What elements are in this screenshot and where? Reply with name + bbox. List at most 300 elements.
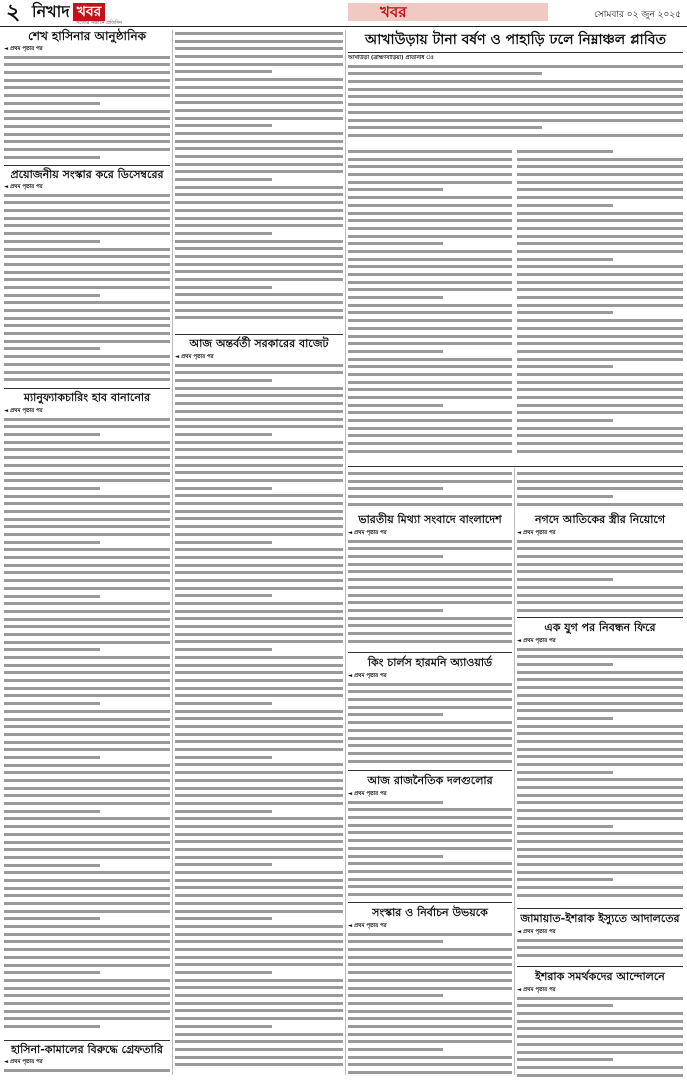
body-text-line — [517, 163, 683, 171]
body-text-line — [4, 454, 170, 462]
body-text-line — [175, 99, 343, 107]
body-text-line — [4, 523, 170, 531]
body-text-line — [4, 554, 170, 562]
article-body — [175, 30, 343, 330]
body-text-line — [517, 538, 683, 546]
body-text-line — [4, 654, 170, 662]
article-body — [517, 470, 683, 510]
body-text-line — [4, 470, 170, 478]
dateline: ◄ প্রথম পৃষ্ঠার পর — [517, 987, 556, 993]
body-text-line — [517, 148, 613, 156]
dateline: ◄ প্রথম পৃষ্ঠার পর — [517, 638, 556, 644]
body-text-line — [4, 77, 170, 85]
body-text-line — [175, 238, 343, 246]
body-text-line — [517, 470, 683, 478]
body-text-line — [175, 992, 343, 1000]
body-text-line — [517, 846, 683, 854]
body-text-line — [348, 163, 512, 171]
body-text-line — [4, 546, 170, 554]
body-text-line — [175, 1023, 272, 1031]
body-text-line — [4, 685, 170, 693]
body-text-line — [175, 946, 343, 954]
dateline: ◄ প্রথম পৃষ্ঠার পর — [4, 46, 43, 52]
body-text-line — [348, 1069, 512, 1077]
logo-word: নিখাদ — [32, 1, 70, 21]
body-text-line — [348, 938, 443, 946]
body-text-line — [175, 431, 272, 439]
body-text-line — [4, 992, 170, 1000]
body-text-line — [517, 271, 683, 279]
body-text-line — [4, 585, 170, 593]
body-text-line — [175, 1000, 343, 1008]
body-text-line — [4, 862, 100, 870]
body-text-line — [4, 739, 170, 747]
headline-mayor-wife: নগদে আতিকের স্ত্রীর নিয়োগে — [534, 513, 666, 526]
body-text-line — [4, 792, 170, 800]
body-text-line — [517, 715, 613, 723]
headline-sheikh-hasina: শেখ হাসিনার আনুষ্ঠানিক — [27, 29, 147, 43]
body-text-line — [4, 869, 170, 877]
body-text-line — [348, 63, 683, 71]
body-text-line — [175, 877, 343, 885]
body-text-line — [4, 769, 170, 777]
article-divider — [4, 165, 170, 166]
body-text-line — [348, 615, 512, 623]
body-text-line — [175, 515, 343, 523]
body-text-line — [175, 299, 343, 307]
body-text-line — [4, 246, 170, 254]
body-text-line — [175, 253, 343, 261]
headline-king-charles: কিং চার্লস হারমনি অ্যাওয়ার্ড — [367, 656, 493, 669]
body-text-line — [4, 276, 170, 284]
body-text-line — [175, 115, 343, 123]
body-text-line — [517, 356, 683, 364]
body-text-line — [4, 577, 170, 585]
body-text-line — [175, 45, 343, 53]
article-divider — [517, 966, 683, 967]
body-text-line — [175, 416, 343, 424]
body-text-line — [175, 261, 343, 269]
body-text-line — [348, 876, 512, 884]
body-text-line — [175, 284, 272, 292]
body-text-line — [517, 325, 683, 333]
body-text-line — [348, 891, 512, 899]
body-text-line — [517, 317, 683, 325]
body-text-line — [4, 908, 170, 916]
body-text-line — [4, 777, 170, 785]
body-text-line — [348, 317, 512, 325]
body-text-line — [175, 746, 343, 754]
body-text-line — [517, 256, 613, 264]
body-text-line — [175, 222, 343, 230]
body-text-line — [175, 1031, 343, 1039]
body-text-line — [348, 256, 512, 264]
body-text-line — [175, 600, 343, 608]
article-body — [517, 638, 683, 904]
body-text-line — [348, 969, 512, 977]
body-text-line — [175, 38, 343, 46]
body-text-line — [348, 553, 443, 561]
body-text-line — [175, 30, 343, 38]
body-text-line — [175, 808, 272, 816]
body-text-line — [175, 314, 343, 322]
body-text-line — [348, 171, 512, 179]
body-text-line — [4, 54, 170, 62]
body-text-line — [517, 1018, 683, 1026]
body-text-line — [517, 576, 613, 584]
body-text-line — [4, 322, 170, 330]
body-text-line — [175, 569, 343, 577]
body-text-line — [517, 394, 683, 402]
body-text-line — [4, 700, 100, 708]
body-text-line — [175, 969, 272, 977]
body-text-line — [4, 969, 100, 977]
body-text-line — [4, 146, 170, 154]
body-text-line — [517, 792, 683, 800]
body-text-line — [348, 931, 512, 939]
body-text-line — [348, 132, 683, 140]
body-text-line — [4, 623, 170, 631]
body-text-line — [348, 309, 512, 317]
body-text-line — [4, 562, 170, 570]
body-text-line — [4, 1008, 170, 1016]
body-text-line — [517, 561, 683, 569]
article-body — [4, 408, 170, 1038]
article-divider — [175, 334, 343, 335]
body-text-line — [175, 984, 343, 992]
body-text-line — [4, 61, 170, 69]
body-text-line — [4, 815, 170, 823]
body-text-line — [175, 738, 343, 746]
body-text-line — [4, 493, 170, 501]
body-text-line — [4, 677, 170, 685]
body-text-line — [517, 409, 683, 417]
body-text-line — [175, 1054, 343, 1062]
body-text-line — [175, 831, 343, 839]
body-text-line — [175, 585, 343, 593]
body-text-line — [517, 769, 613, 777]
body-text-line — [175, 362, 343, 370]
body-text-line — [517, 233, 683, 241]
column-divider — [514, 468, 515, 1075]
body-text-line — [348, 599, 512, 607]
body-text-line — [517, 171, 683, 179]
body-text-line — [517, 371, 683, 379]
body-text-line — [517, 676, 683, 684]
body-text-line — [4, 462, 170, 470]
body-text-line — [348, 156, 512, 164]
body-text-line — [175, 677, 343, 685]
body-text-line — [517, 440, 683, 448]
body-text-line — [348, 117, 683, 125]
body-text-line — [4, 192, 170, 200]
body-text-line — [4, 361, 170, 369]
body-text-line — [175, 631, 343, 639]
body-text-line — [348, 379, 512, 387]
body-text-line — [175, 392, 343, 400]
article-divider — [348, 466, 683, 467]
body-text-line — [517, 294, 683, 302]
body-text-line — [4, 253, 170, 261]
body-text-line — [4, 500, 170, 508]
dateline: ◄ প্রথম পৃষ্ঠার পর — [348, 673, 387, 679]
body-text-line — [175, 61, 343, 69]
body-text-line — [4, 154, 100, 162]
dateline: ◄ প্রথম পৃষ্ঠার পর — [517, 929, 556, 935]
body-text-line — [517, 707, 683, 715]
body-text-line — [517, 425, 683, 433]
logo-badge: খবর — [73, 3, 106, 21]
body-text-line — [348, 440, 512, 448]
body-text-line — [517, 348, 683, 356]
body-text-line — [4, 823, 170, 831]
body-text-line — [175, 1061, 343, 1069]
page-number: ২ — [6, 0, 21, 25]
body-text-line — [348, 78, 683, 86]
body-text-line — [175, 654, 343, 662]
body-text-line — [4, 716, 170, 724]
body-text-line — [4, 646, 100, 654]
body-text-line — [517, 584, 683, 592]
body-text-line — [4, 539, 100, 547]
body-text-line — [175, 623, 343, 631]
headline-jamaat-court: জামায়াত-ইশরাক ইস্যুতে আদালতের — [520, 912, 680, 925]
body-text-line — [517, 761, 683, 769]
body-text-line — [175, 439, 343, 447]
body-text-line — [348, 371, 512, 379]
body-text-line — [517, 179, 683, 187]
article-divider — [4, 1040, 170, 1041]
body-text-line — [517, 853, 683, 861]
body-text-line — [175, 400, 343, 408]
body-text-line — [175, 646, 272, 654]
body-text-line — [348, 681, 512, 689]
body-text-line — [517, 838, 683, 846]
body-text-line — [175, 176, 272, 184]
body-text-line — [517, 700, 683, 708]
body-text-line — [175, 908, 343, 916]
body-text-line — [348, 432, 512, 440]
body-text-line — [4, 985, 170, 993]
body-text-line — [175, 76, 343, 84]
body-text-line — [517, 1025, 683, 1033]
body-text-line — [517, 379, 683, 387]
body-text-line — [4, 416, 170, 424]
body-text-line — [517, 448, 683, 456]
body-text-line — [517, 669, 683, 677]
body-text-line — [348, 1015, 512, 1023]
article-body — [517, 530, 683, 614]
body-text-line — [517, 869, 683, 877]
article-body — [348, 55, 683, 143]
body-text-line — [175, 562, 343, 570]
body-text-line — [175, 408, 343, 416]
body-text-line — [175, 931, 343, 939]
body-text-line — [348, 704, 512, 712]
body-text-line — [175, 1007, 343, 1015]
body-text-line — [175, 68, 272, 76]
body-text-line — [4, 962, 170, 970]
body-text-line — [175, 900, 343, 908]
body-text-line — [4, 215, 170, 223]
body-text-line — [348, 696, 512, 704]
body-text-line — [4, 877, 170, 885]
body-text-line — [348, 561, 512, 569]
body-text-line — [4, 485, 100, 493]
body-text-line — [175, 669, 343, 677]
body-text-line — [175, 199, 343, 207]
body-text-line — [348, 386, 512, 394]
body-text-line — [348, 735, 512, 743]
body-text-line — [517, 592, 683, 600]
body-text-line — [517, 952, 683, 960]
body-text-line — [175, 608, 343, 616]
body-text-line — [348, 263, 512, 271]
body-text-line — [348, 1038, 512, 1046]
body-text-line — [517, 210, 683, 218]
body-text-line — [517, 493, 613, 501]
body-text-line — [175, 1015, 343, 1023]
body-text-line — [4, 1023, 100, 1031]
body-text-line — [348, 719, 512, 727]
body-text-line — [348, 727, 512, 735]
body-text-line — [4, 954, 170, 962]
body-text-line — [348, 814, 512, 822]
body-text-line — [517, 723, 683, 731]
body-text-line — [517, 340, 683, 348]
body-text-line — [348, 394, 512, 402]
body-text-line — [517, 217, 683, 225]
body-text-line — [348, 302, 512, 310]
body-text-line — [4, 307, 170, 315]
body-text-line — [175, 800, 343, 808]
body-text-line — [517, 944, 683, 952]
body-text-line — [517, 402, 683, 410]
body-text-line — [175, 977, 343, 985]
body-text-line — [4, 100, 100, 108]
body-text-line — [175, 138, 343, 146]
body-text-line — [517, 599, 683, 607]
body-text-line — [175, 1038, 343, 1046]
body-text-line — [4, 84, 170, 92]
column-divider — [172, 30, 173, 1075]
body-text-line — [348, 977, 512, 985]
body-text-line — [4, 692, 170, 700]
body-text-line — [348, 248, 512, 256]
body-text-line — [348, 630, 512, 638]
body-text-line — [517, 684, 683, 692]
body-text-line — [175, 615, 343, 623]
body-text-line — [4, 269, 170, 277]
headline-hasina-kamal: হাসিনা-কামালের বিরুদ্ধে গ্রেফতারি — [11, 1043, 163, 1056]
body-text-line — [4, 69, 170, 77]
body-text-line — [348, 638, 512, 646]
body-text-line — [517, 730, 683, 738]
body-text-line — [348, 883, 512, 891]
body-text-line — [175, 815, 343, 823]
body-text-line — [517, 861, 683, 869]
body-text-line — [348, 86, 683, 94]
body-text-line — [4, 508, 170, 516]
dateline: আখাউড়া (ব্রাহ্মণবাড়িয়া) প্রতিনিধি ঃ — [348, 55, 434, 61]
body-text-line — [348, 425, 512, 433]
body-text-line — [348, 711, 443, 719]
body-text-line — [175, 523, 343, 531]
body-text-line — [175, 638, 343, 646]
article-body — [4, 1059, 170, 1078]
body-text-line — [348, 568, 512, 576]
body-text-line — [175, 838, 343, 846]
article-body — [348, 923, 512, 1077]
body-text-line — [4, 284, 170, 292]
body-text-line — [517, 186, 683, 194]
body-text-line — [517, 156, 683, 164]
body-text-line — [4, 762, 170, 770]
body-text-line — [175, 145, 343, 153]
body-text-line — [175, 215, 343, 223]
body-text-line — [4, 199, 170, 207]
body-text-line — [348, 853, 443, 861]
body-text-line — [175, 207, 343, 215]
body-text-line — [175, 592, 272, 600]
body-text-line — [348, 101, 683, 109]
body-text-line — [4, 345, 100, 353]
body-text-line — [4, 731, 170, 739]
body-text-line — [175, 846, 343, 854]
body-text-line — [517, 432, 683, 440]
body-text-line — [4, 446, 170, 454]
body-text-line — [348, 202, 512, 210]
body-text-line — [175, 869, 343, 877]
body-text-line — [4, 569, 170, 577]
body-text-line — [4, 315, 170, 323]
body-text-line — [4, 639, 170, 647]
body-text-line — [517, 653, 683, 661]
article-body — [517, 929, 683, 963]
headline-ishraq-supporters: ইশরাক সমর্থকদের আন্দোলনে — [535, 970, 665, 983]
body-text-line — [348, 538, 512, 546]
body-text-line — [348, 240, 443, 248]
body-text-line — [175, 954, 343, 962]
body-text-line — [517, 485, 683, 493]
body-text-line — [175, 723, 343, 731]
body-text-line — [348, 470, 512, 478]
body-text-line — [4, 299, 170, 307]
body-text-line — [175, 122, 272, 130]
body-text-line — [517, 202, 613, 210]
body-text-line — [4, 846, 170, 854]
logo-tagline: সত্যের সন্ধানে প্রতিদিন — [76, 20, 123, 26]
dateline: ◄ প্রথম পৃষ্ঠার পর — [348, 923, 387, 929]
body-text-line — [4, 600, 170, 608]
body-text-line — [175, 508, 343, 516]
body-text-line — [348, 279, 512, 287]
body-text-line — [517, 302, 683, 310]
body-text-line — [175, 369, 343, 377]
body-text-line — [348, 607, 443, 615]
body-text-line — [4, 222, 170, 230]
body-text-line — [348, 1046, 443, 1054]
article-divider — [4, 388, 170, 389]
body-text-line — [4, 123, 170, 131]
body-text-line — [517, 784, 683, 792]
body-text-line — [175, 961, 343, 969]
body-text-line — [175, 423, 343, 431]
body-text-line — [4, 938, 170, 946]
body-text-line — [4, 915, 100, 923]
body-text-line — [348, 961, 512, 969]
body-text-line — [4, 131, 170, 139]
